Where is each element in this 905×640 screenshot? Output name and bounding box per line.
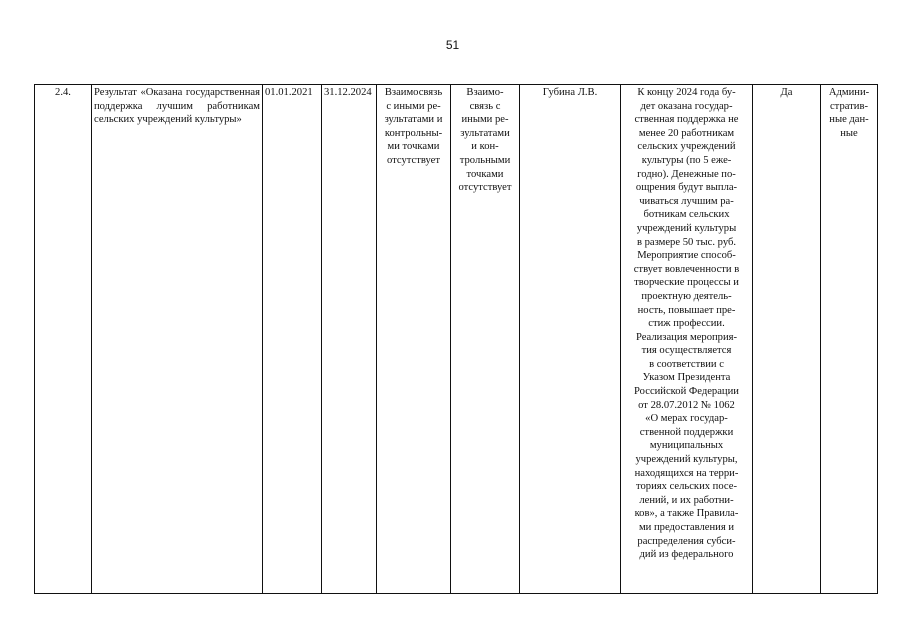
result-name: Результат «Оказана государственная поддержка лучшим работникам сельских учреждений культуры» xyxy=(92,85,263,594)
responsible-person: Губина Л.В. xyxy=(520,85,621,594)
results-table xyxy=(34,84,878,594)
link-with-checkpoints: Взаимо- связь с иными ре- зультатами и кон- трольными точками отсутствует xyxy=(451,85,520,594)
page-number: 51 xyxy=(445,38,460,52)
start-date: 01.01.2021 xyxy=(263,85,322,594)
data-source: Админи- стратив- ные дан- ные xyxy=(821,85,878,594)
row-number: 2.4. xyxy=(35,85,92,594)
result-description: К концу 2024 года бу- дет оказана государ- ственная поддержка не менее 20 работникам сельских учреждений культуры (по 5 еже- годно). Денежные по- ощрения будут выпла- чиваться лучшим ра- ботникам сельских учреждений культуры в размере 50 тыс. руб. Мероприятие способ- ствует вовлеченности в творческие процессы и проектную деятель- ность, повышает пре- стиж профессии. Реализация мероприя- тия осуществляется в соответствии с Указом Президента Российской Федерации от 28.07.2012 № 1062 «О мерах государ- ственной поддержки муниципальных учреждений культуры, находящихся на терри- ториях сельских посе- лений, и их работни- ков», а также Правила- ми предоставления и распределения субси- дий из федерального xyxy=(621,85,753,594)
table-row xyxy=(35,85,878,594)
link-with-results: Взаимосвязь с иными ре- зультатами и контрольны- ми точками отсутствует xyxy=(377,85,451,594)
end-date: 31.12.2024 xyxy=(322,85,377,594)
result-flag: Да xyxy=(753,85,821,594)
